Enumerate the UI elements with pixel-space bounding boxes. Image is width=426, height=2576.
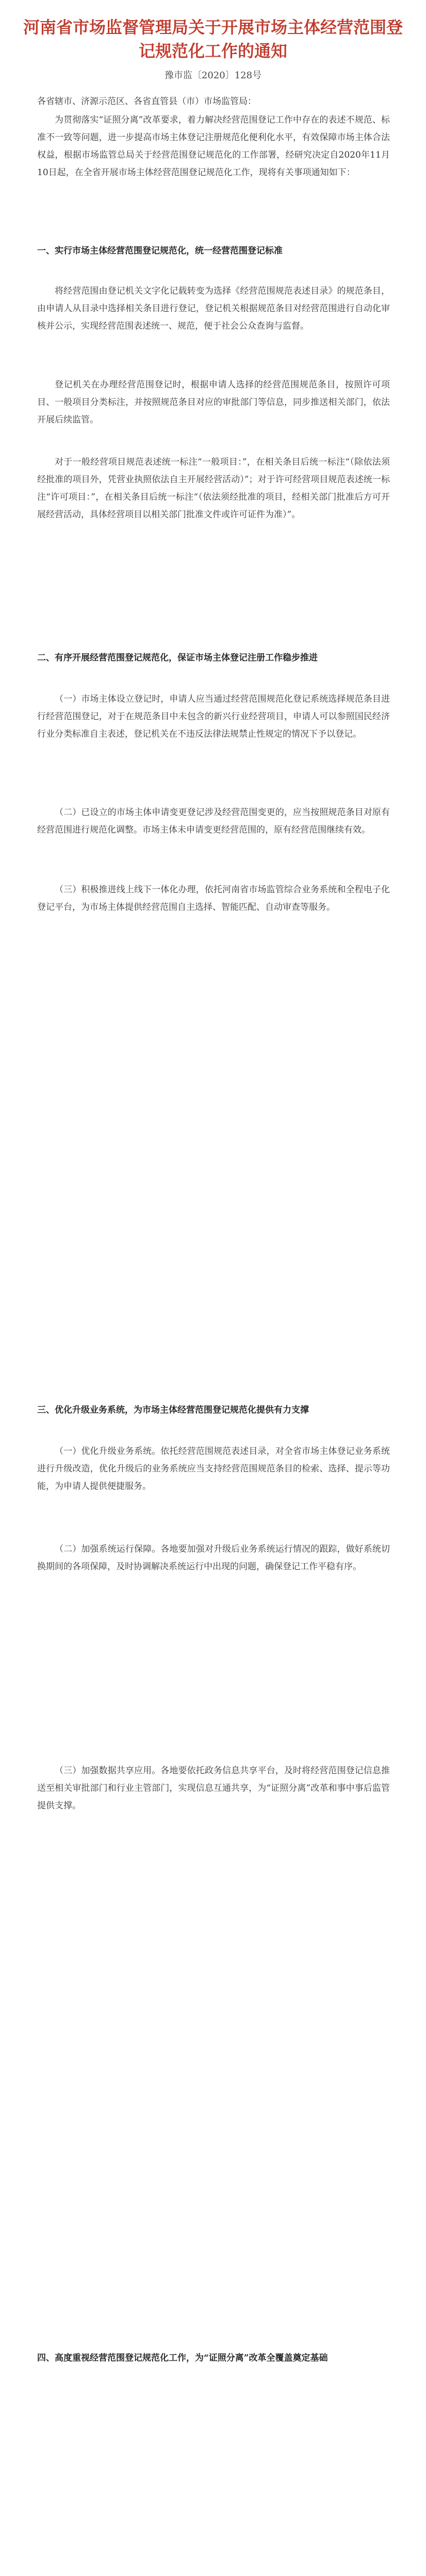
section-heading-4: 四、高度重视经营范围登记规范化工作，为“证照分离”改革全覆盖奠定基础 [37, 2353, 328, 2363]
section-3-paragraph-1: （一）优化升级业务系统。依托经营范围规范表述目录，对全省市场主体登记业务系统进行升级改造，优化升级后的业务系统应当支持经营范围规范条目的检索、选择、提示等功能，为申请人提供便捷服务。 [37, 1446, 390, 1492]
section-1-paragraph-1: 将经营范围由登记机关文字化记载转变为选择《经营范围规范表述目录》的规范条目，由申请人从目录中选择相关条目进行登记，登记机关根据规范条目对经营范围进行自动化审核并公示，实现经营范围表述统一、规范，便于社会公众查询与监督。 [37, 286, 390, 331]
intro-paragraph: 为贯彻落实“证照分离”改革要求，着力解决经营范围登记工作中存在的表述不规范、标准不一致等问题，进一步提高市场主体登记注册规范化便利化水平，有效保障市场主体合法权益，根据市场监管总局关于经营范围登记规范化的工作部署，经研究决定自2020年11月10日起，在全省开展市场主体经营范围登记规范化工作，现将有关事项通知如下： [37, 115, 390, 178]
section-heading-1: 一、实行市场主体经营范围登记规范化，统一经营范围登记标准 [37, 246, 283, 256]
document-title: 河南省市场监督管理局关于开展市场主体经营范围登记规范化工作的通知 [23, 18, 403, 61]
section-2-paragraph-1: （一）市场主体设立登记时，申请人应当通过经营范围规范化登记系统选择规范条目进行经营范围登记，对于在规范条目中未包含的新兴行业经营项目，申请人可以参照国民经济行业分类标准自主表述，登记机关在不违反法律法规禁止性规定的情况下予以登记。 [37, 694, 390, 739]
document-number: 豫市监〔2020〕128号 [164, 70, 262, 81]
section-heading-3: 三、优化升级业务系统，为市场主体经营范围登记规范化提供有力支撑 [37, 1405, 309, 1415]
section-heading-2: 二、有序开展经营范围登记规范化，保证市场主体登记注册工作稳步推进 [37, 653, 318, 663]
section-2-paragraph-2: （二）已设立的市场主体申请变更登记涉及经营范围变更的，应当按照规范条目对原有经营范围进行规范化调整。市场主体未申请变更经营范围的，原有经营范围继续有效。 [37, 807, 390, 835]
section-2-paragraph-3: （三）积极推进线上线下一体化办理，依托河南省市场监管综合业务系统和全程电子化登记平台，为市场主体提供经营范围自主选择、智能匹配、自动审查等服务。 [37, 885, 390, 912]
section-1-paragraph-2: 登记机关在办理经营范围登记时，根据申请人选择的经营范围规范条目，按照许可项目、一般项目分类标注，并按照规范条目对应的审批部门等信息，同步推送相关部门，依法开展后续监管。 [37, 380, 390, 425]
section-1-paragraph-3: 对于一般经营项目规范表述统一标注“一般项目：”，在相关条目后统一标注“（除依法须经批准的项目外，凭营业执照依法自主开展经营活动）”；对于许可经营项目规范表述统一标注“许可项目：”，在相关条目后统一标注“（依法须经批准的项目，经相关部门批准后方可开展经营活动，具体经营项目以相关部门批准文件或许可证件为准）”。 [37, 457, 390, 520]
addressee: 各省辖市、济源示范区、各省直管县（市）市场监管局： [37, 96, 256, 107]
section-3-paragraph-3: （三）加强数据共享应用。各地要依托政务信息共享平台，及时将经营范围登记信息推送至相关审批部门和行业主管部门，实现信息互通共享，为“证照分离”改革和事中事后监管提供支撑。 [37, 1766, 390, 1811]
section-3-paragraph-2: （二）加强系统运行保障。各地要加强对升级后业务系统运行情况的跟踪，做好系统切换期间的各项保障，及时协调解决系统运行中出现的问题，确保登记工作平稳有序。 [37, 1544, 390, 1572]
